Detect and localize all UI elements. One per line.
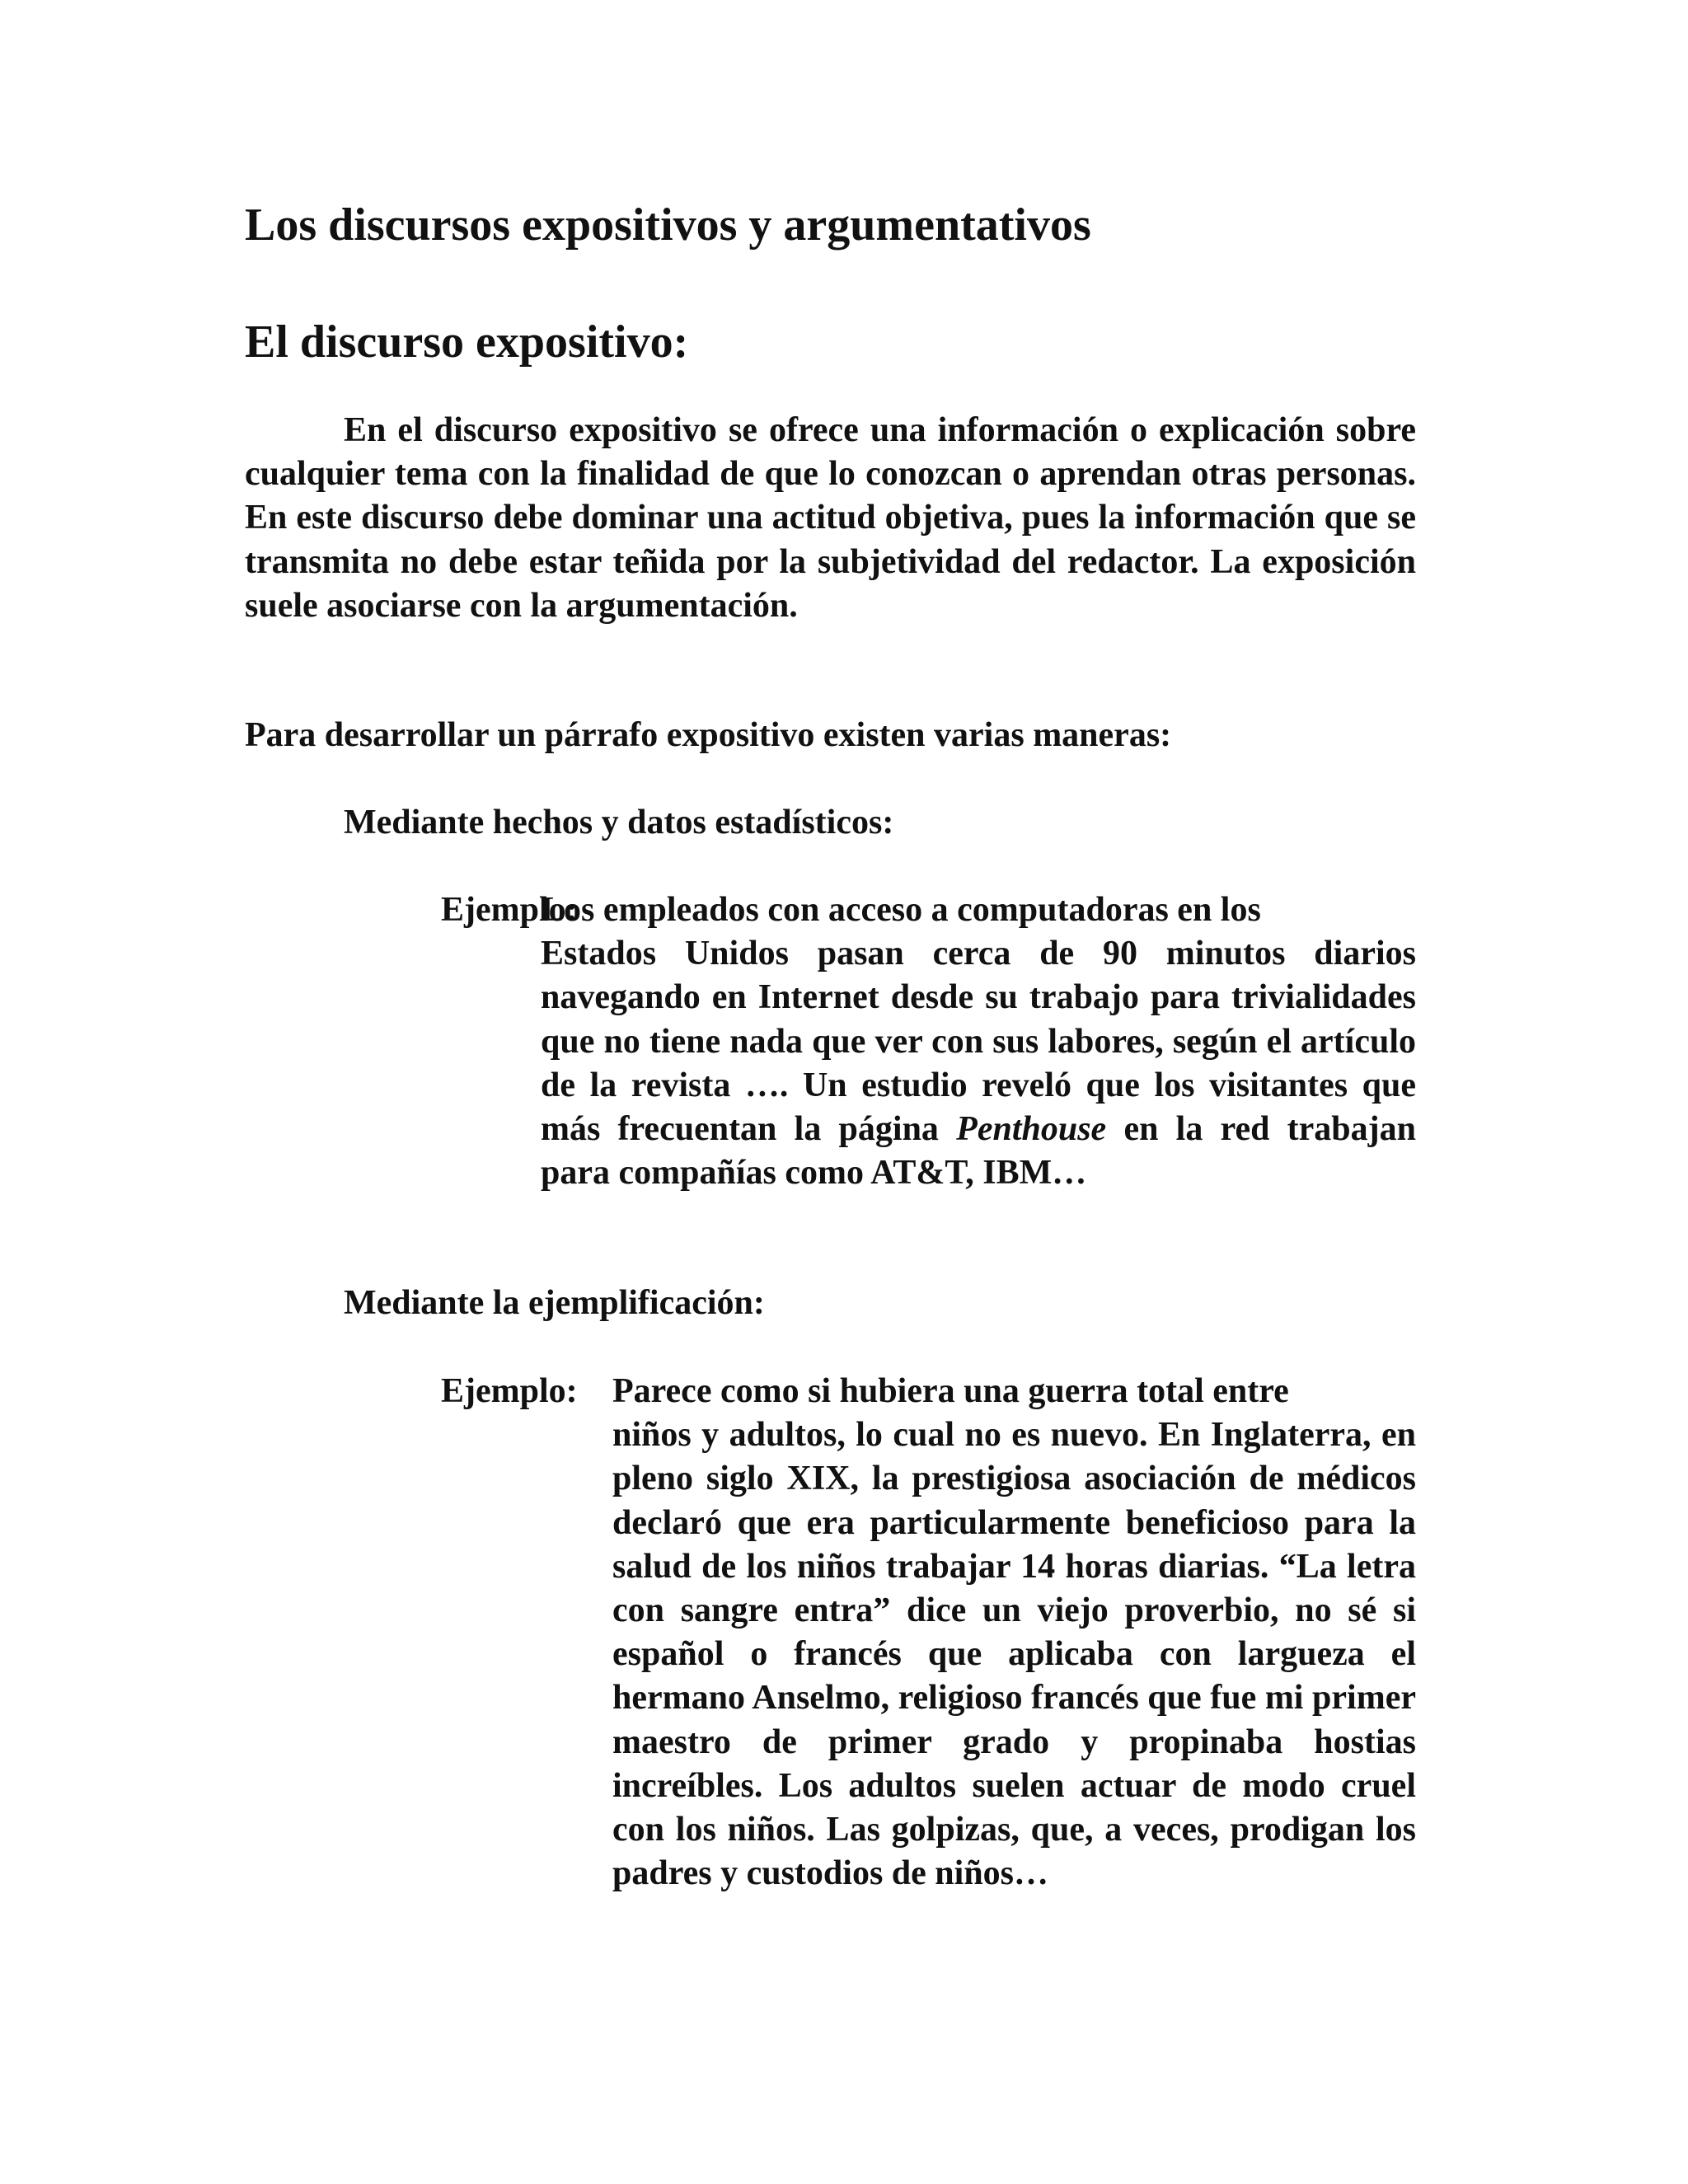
example-block-statistics <box>441 888 1416 1195</box>
intro-paragraph: En el discurso expositivo se ofrece una información o explicación sobre cualquier tema con la finalidad de que lo conozcan o aprendan otras personas. En este discurso debe dominar una actitud objetiva, pues la información que se transmita no debe estar teñida por la subjetividad del redactor. La exposición suele asociarse con la argumentación. <box>245 411 1416 625</box>
example-body <box>541 888 1416 1195</box>
example-block-exemplification <box>441 1370 1416 1896</box>
lead-line: Para desarrollar un párrafo expositivo existen varias maneras: <box>245 716 1172 754</box>
example-label <box>441 888 578 1195</box>
example-label <box>441 1370 612 1896</box>
example-text-after-italic: en la red trabajan para compañías como AT&T, IBM… <box>541 1110 1417 1193</box>
example-body <box>612 1370 1416 1896</box>
example-text: niños y adultos, lo cual no es nuevo. En Inglaterra, en pleno siglo XIX, la prestigiosa asociación de médicos declaró que era particularmente beneficioso para la salud de los niños trabajar 14 horas diarias. “La letra con sangre entra” dice un viejo proverbio, no sé si español o francés que aplicaba con largueza el hermano Anselmo, religioso francés que fue mi primer maestro de primer grado y propinaba hostias increíbles. Los adultos suelen actuar de modo cruel con los niños. Las golpizas, que, a veces, prodigan los padres y custodios de niños… <box>612 1416 1416 1893</box>
method-heading-exemplification: Mediante la ejemplificación: <box>344 1284 765 1322</box>
example-label-text: Ejemplo: <box>441 891 578 929</box>
example-text-before-italic: Estados Unidos pasan cerca de 90 minutos diarios navegando en Internet desde su trabajo para trivialidades que no tiene nada que ver con sus labores, según el artículo de la revista …. Un estudio reveló que los visitantes que más frecuentan la página <box>541 935 1416 1149</box>
method-heading-statistics: Mediante hechos y datos estadísticos: <box>344 804 894 841</box>
example-italic-title: Penthouse <box>956 1110 1107 1149</box>
example-first-line: Parece como si hubiera una guerra total entre <box>612 1372 1289 1410</box>
section-heading: El discurso expositivo: <box>245 316 689 368</box>
example-label-text: Ejemplo: <box>441 1372 578 1410</box>
document-title: Los discursos expositivos y argumentativos <box>245 199 1091 251</box>
example-first-line: Los empleados con acceso a computadoras en los <box>541 891 1261 929</box>
